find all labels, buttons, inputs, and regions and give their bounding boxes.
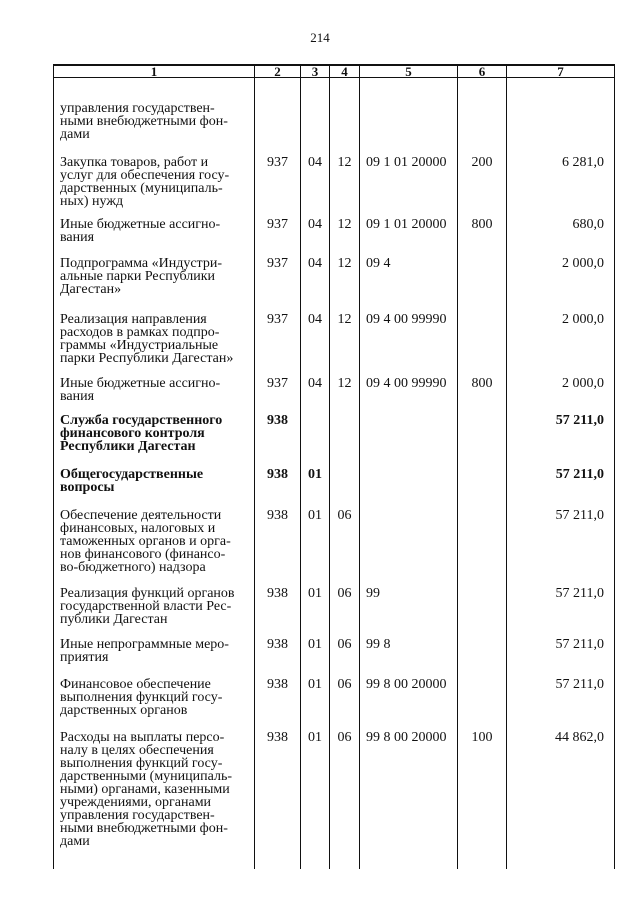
header-col-4: 4 — [330, 65, 360, 78]
cell-amount: 2 000,0 — [507, 367, 615, 403]
table-row — [54, 498, 615, 576]
table-row — [54, 301, 615, 367]
cell-col-4 — [330, 78, 360, 142]
cell-name: Подпрограмма «Индустри- альные парки Республики Дагестан» — [54, 245, 255, 301]
table-row — [54, 208, 615, 245]
table-row — [54, 668, 615, 721]
table-row — [54, 458, 615, 498]
cell-amount: 57 211,0 — [507, 576, 615, 628]
cell-col-5: 99 — [360, 576, 458, 628]
cell-col-3: 01 — [301, 668, 330, 721]
cell-amount: 57 211,0 — [507, 403, 615, 458]
cell-col-4: 12 — [330, 208, 360, 245]
cell-col-4: 06 — [330, 721, 360, 869]
table-row — [54, 628, 615, 668]
cell-col-4: 12 — [330, 301, 360, 367]
cell-col-4: 06 — [330, 498, 360, 576]
cell-col-4: 12 — [330, 367, 360, 403]
cell-col-5 — [360, 498, 458, 576]
cell-name: Расходы на выплаты персо- налу в целях обеспечения выполнения функций госу- дарственными (муниципаль- ными) органами, казенными учреждениями, органами управления государствен- ными внебюджетными фон- дами — [54, 721, 255, 869]
cell-name: Служба государственного финансового контроля Республики Дагестан — [54, 403, 255, 458]
cell-col-5: 09 4 — [360, 245, 458, 301]
cell-amount: 57 211,0 — [507, 628, 615, 668]
header-col-1: 1 — [54, 65, 255, 78]
table-row — [54, 367, 615, 403]
cell-col-3: 04 — [301, 367, 330, 403]
cell-col-6 — [458, 628, 507, 668]
cell-col-6 — [458, 498, 507, 576]
cell-amount: 57 211,0 — [507, 498, 615, 576]
cell-col-2: 937 — [255, 245, 301, 301]
cell-col-6: 200 — [458, 141, 507, 208]
cell-amount: 680,0 — [507, 208, 615, 245]
cell-col-2: 938 — [255, 721, 301, 869]
cell-amount: 57 211,0 — [507, 458, 615, 498]
cell-name: Реализация направления расходов в рамках подпро- граммы «Индустриальные парки Республики Дагестан» — [54, 301, 255, 367]
cell-col-5 — [360, 403, 458, 458]
table-row — [54, 576, 615, 628]
table-row — [54, 245, 615, 301]
cell-col-2: 938 — [255, 668, 301, 721]
cell-col-3: 04 — [301, 301, 330, 367]
cell-name: Закупка товаров, работ и услуг для обеспечения госу- дарственных (муниципаль- ных) нужд — [54, 141, 255, 208]
cell-name: Общегосударственные вопросы — [54, 458, 255, 498]
cell-name: Финансовое обеспечение выполнения функций госу- дарственных органов — [54, 668, 255, 721]
cell-col-5: 09 4 00 99990 — [360, 301, 458, 367]
header-col-5: 5 — [360, 65, 458, 78]
cell-col-3: 01 — [301, 721, 330, 869]
cell-col-4: 12 — [330, 141, 360, 208]
cell-col-5: 99 8 00 20000 — [360, 668, 458, 721]
cell-amount: 2 000,0 — [507, 245, 615, 301]
table-row — [54, 403, 615, 458]
cell-col-3: 01 — [301, 628, 330, 668]
cell-col-2 — [255, 78, 301, 142]
cell-col-6 — [458, 668, 507, 721]
cell-col-4: 12 — [330, 245, 360, 301]
cell-name: Иные бюджетные ассигно- вания — [54, 367, 255, 403]
cell-col-3 — [301, 78, 330, 142]
cell-col-6 — [458, 245, 507, 301]
cell-col-6: 100 — [458, 721, 507, 869]
cell-col-2: 938 — [255, 458, 301, 498]
cell-col-3 — [301, 403, 330, 458]
table-row — [54, 141, 615, 208]
cell-col-2: 937 — [255, 367, 301, 403]
cell-col-3: 04 — [301, 141, 330, 208]
cell-amount — [507, 78, 615, 142]
cell-col-4: 06 — [330, 576, 360, 628]
budget-table — [53, 64, 615, 869]
cell-col-6: 800 — [458, 208, 507, 245]
cell-col-6 — [458, 576, 507, 628]
cell-amount: 57 211,0 — [507, 668, 615, 721]
cell-col-2: 938 — [255, 498, 301, 576]
cell-col-5: 09 4 00 99990 — [360, 367, 458, 403]
cell-col-5 — [360, 458, 458, 498]
cell-col-6 — [458, 301, 507, 367]
cell-name: Обеспечение деятельности финансовых, налоговых и таможенных органов и орга- нов финансового (финансо- во-бюджетного) надзора — [54, 498, 255, 576]
cell-col-6: 800 — [458, 367, 507, 403]
cell-col-2: 937 — [255, 301, 301, 367]
cell-name: Иные непрограммные меро- приятия — [54, 628, 255, 668]
table-header-row — [54, 65, 615, 78]
cell-name: Реализация функций органов государственной власти Рес- публики Дагестан — [54, 576, 255, 628]
cell-col-5 — [360, 78, 458, 142]
cell-col-2: 938 — [255, 628, 301, 668]
header-col-6: 6 — [458, 65, 507, 78]
cell-col-2: 938 — [255, 403, 301, 458]
cell-name: Иные бюджетные ассигно- вания — [54, 208, 255, 245]
table-row — [54, 721, 615, 869]
cell-col-6 — [458, 458, 507, 498]
cell-col-4 — [330, 403, 360, 458]
cell-col-3: 01 — [301, 458, 330, 498]
header-col-3: 3 — [301, 65, 330, 78]
cell-amount: 2 000,0 — [507, 301, 615, 367]
page-number: 214 — [310, 30, 330, 45]
cell-col-5: 99 8 00 20000 — [360, 721, 458, 869]
header-col-2: 2 — [255, 65, 301, 78]
cell-name: управления государствен- ными внебюджетными фон- дами — [54, 78, 255, 142]
table-body — [54, 78, 615, 870]
cell-col-5: 09 1 01 20000 — [360, 141, 458, 208]
cell-amount: 44 862,0 — [507, 721, 615, 869]
cell-col-4 — [330, 458, 360, 498]
cell-col-5: 99 8 — [360, 628, 458, 668]
header-col-7: 7 — [507, 65, 615, 78]
cell-col-3: 04 — [301, 245, 330, 301]
cell-col-3: 01 — [301, 576, 330, 628]
cell-amount: 6 281,0 — [507, 141, 615, 208]
cell-col-6 — [458, 403, 507, 458]
table-row — [54, 78, 615, 142]
cell-col-2: 937 — [255, 141, 301, 208]
cell-col-6 — [458, 78, 507, 142]
cell-col-2: 937 — [255, 208, 301, 245]
cell-col-4: 06 — [330, 668, 360, 721]
cell-col-2: 938 — [255, 576, 301, 628]
cell-col-3: 01 — [301, 498, 330, 576]
cell-col-3: 04 — [301, 208, 330, 245]
cell-col-4: 06 — [330, 628, 360, 668]
cell-col-5: 09 1 01 20000 — [360, 208, 458, 245]
